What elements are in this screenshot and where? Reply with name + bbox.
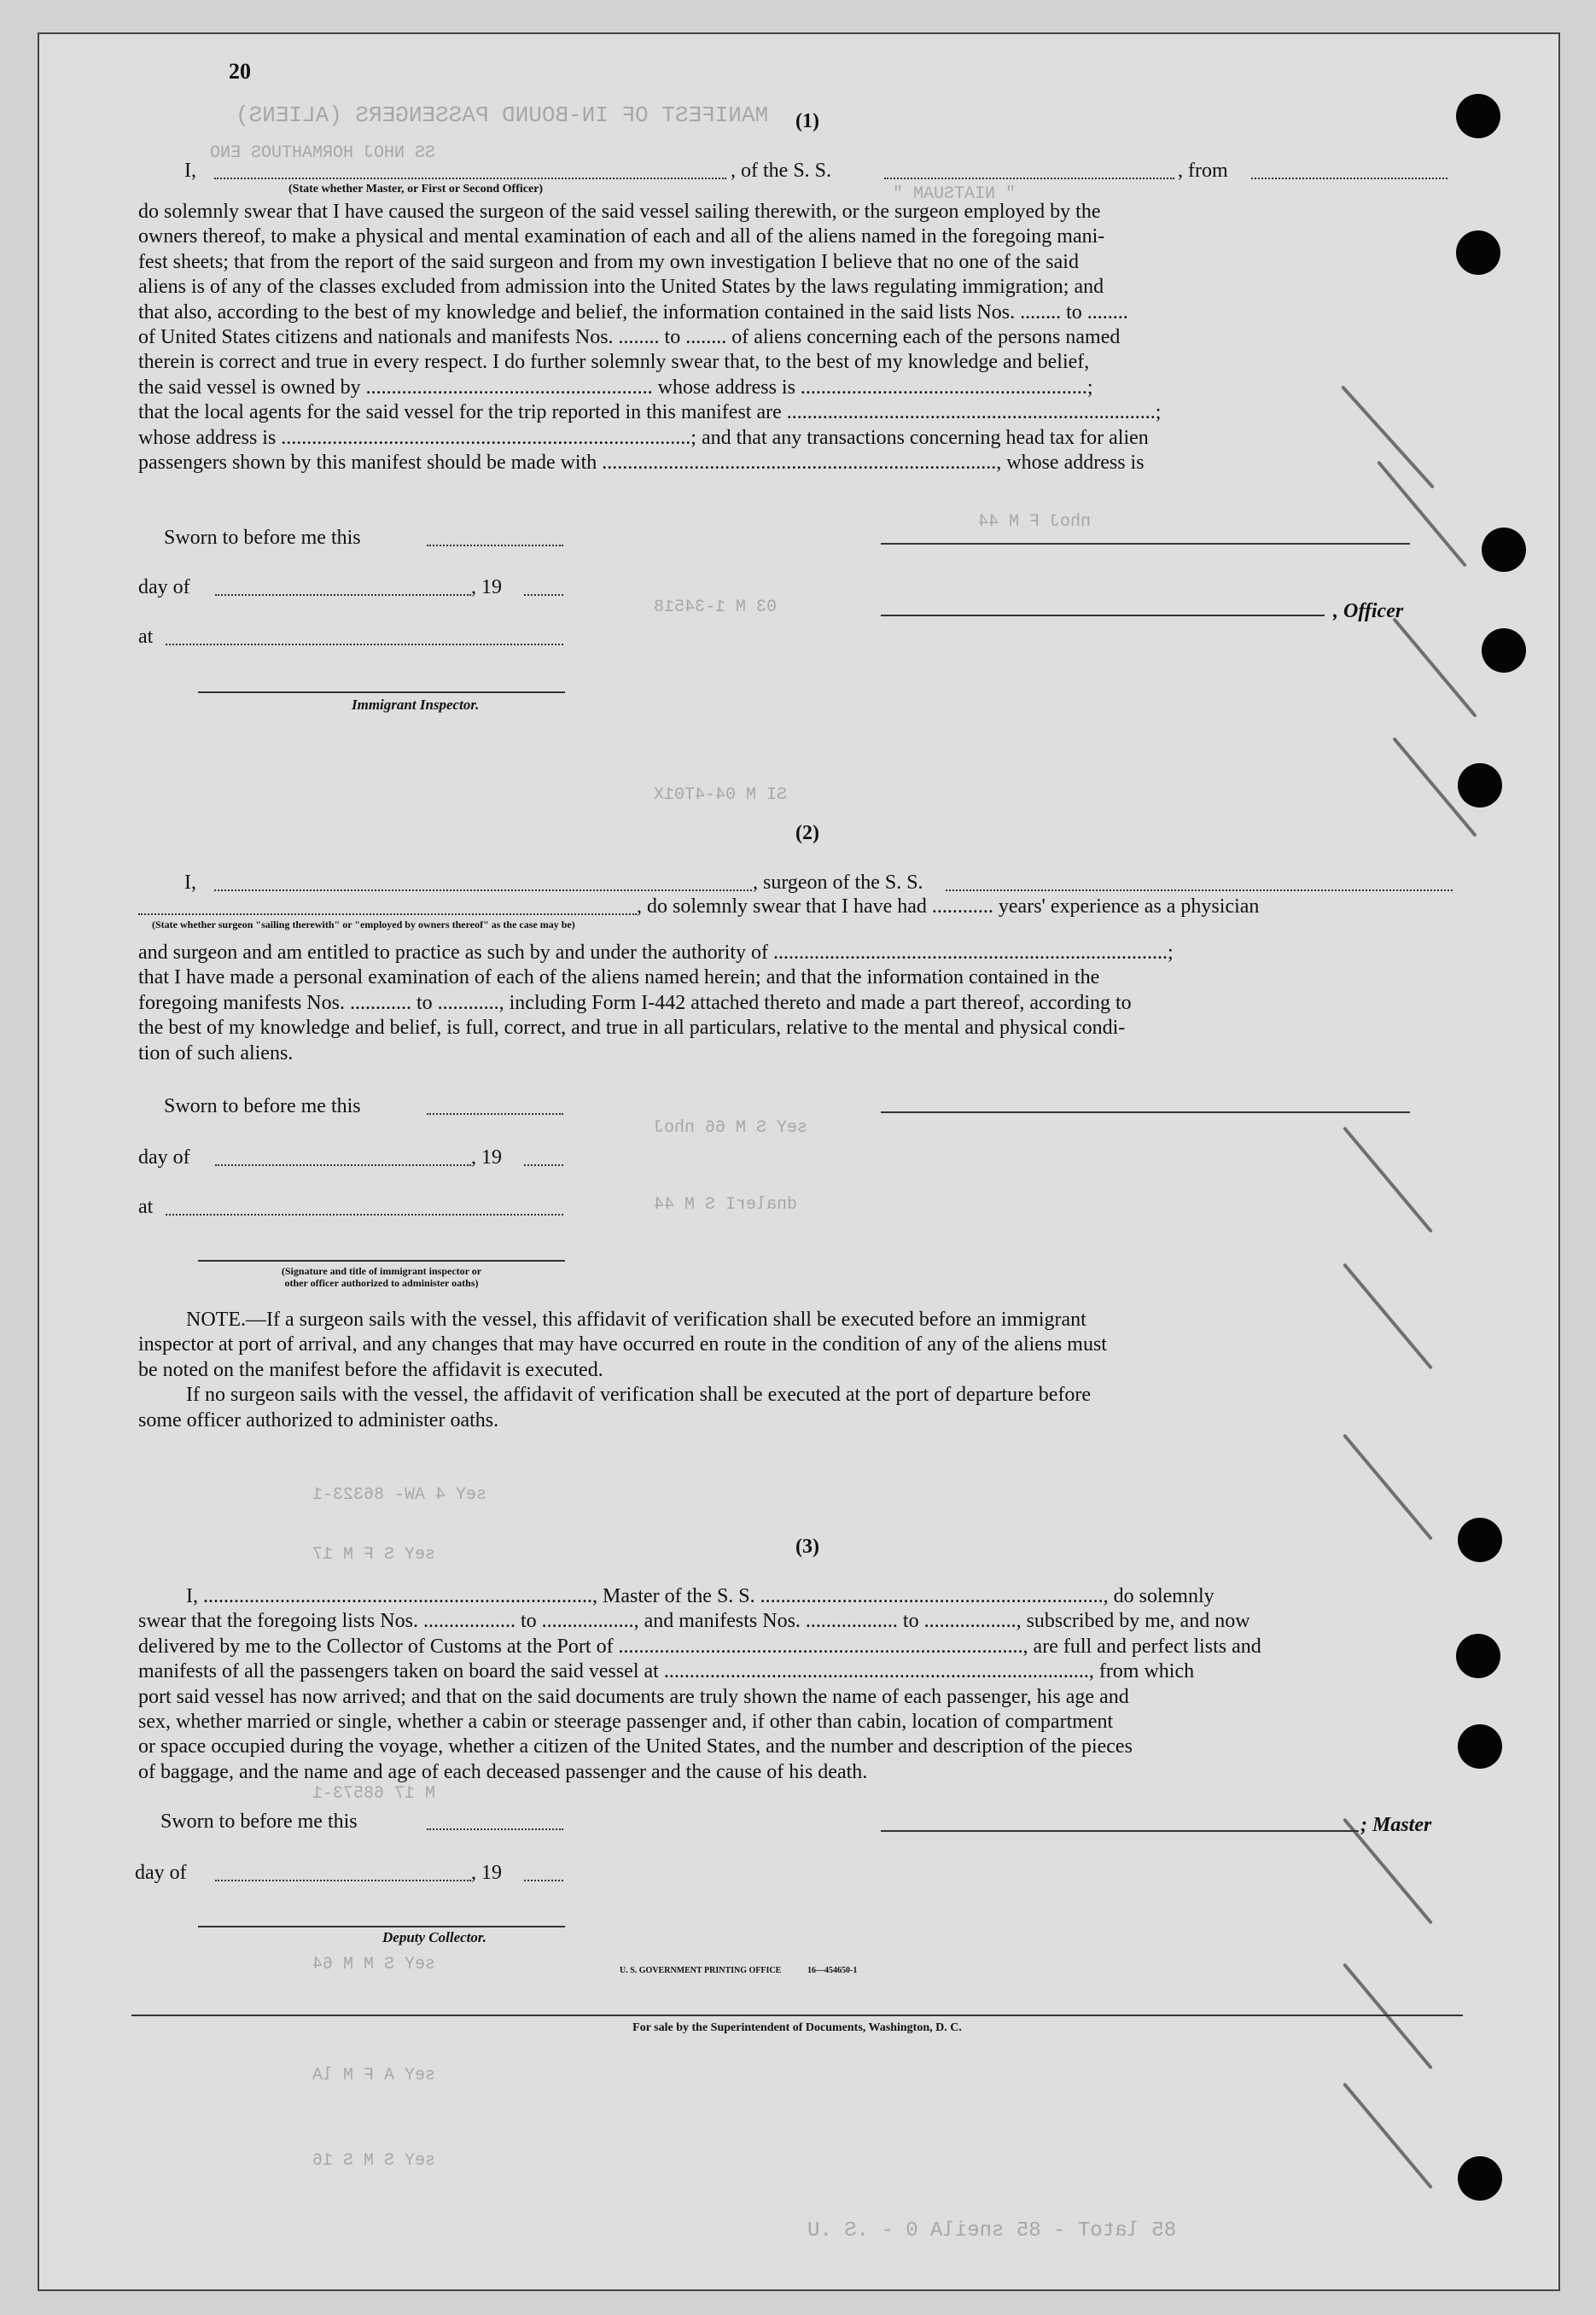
paragraph-line: inspector at port of arrival, and any changes that may have occurred en route in the condition of any of the aliens must: [138, 1333, 1107, 1356]
oath-1-paragraph: [138, 200, 1453, 475]
day-blank-1: [215, 594, 471, 596]
bleedthrough-text: MANIFEST OF IN-BOUND PASSENGERS (ALIENS): [236, 102, 769, 128]
bleedthrough-text: nhoJ F M 44: [978, 512, 1092, 532]
section-1-heading: (1): [795, 110, 819, 132]
caption-signature-2: other officer authorized to administer oaths): [284, 1277, 479, 1289]
oath-3-paragraph: [138, 1584, 1453, 1785]
paragraph-line: of baggage, and the name and age of each deceased passenger and the cause of his death.: [138, 1760, 868, 1783]
master-label: ; Master: [1360, 1814, 1432, 1836]
oath-1-vessel-label: , of the S. S.: [731, 160, 832, 182]
at-blank-2: [166, 1214, 563, 1216]
year-label-1: , 19: [471, 576, 502, 598]
for-sale-label: For sale by the Superintendent of Documents, Washington, D. C.: [632, 2021, 962, 2034]
paragraph-line: port said vessel has now arrived; and that on the said documents are truly shown the name of each passenger, his age and: [138, 1685, 1129, 1708]
punch-hole: [1456, 94, 1500, 138]
sworn-blank-1: [427, 545, 563, 546]
inspector-signature-line-2: [198, 1260, 565, 1262]
bleedthrough-text: seY A F M lA: [312, 2066, 436, 2085]
surgeon-vessel-blank: [946, 889, 1453, 891]
punch-hole: [1456, 1634, 1500, 1678]
check-mark: [1343, 1962, 1433, 2069]
year-blank-1: [524, 594, 563, 596]
at-label-1: at: [138, 626, 154, 648]
bleedthrough-text: seY S M M 64: [312, 1955, 436, 1974]
paragraph-line: whose address is ................................................................................; and that any transactions concerning head tax for alien: [138, 426, 1149, 449]
punch-hole: [1482, 628, 1526, 673]
punch-hole: [1458, 2156, 1502, 2201]
check-mark: [1343, 1126, 1433, 1233]
paragraph-line: aliens is of any of the classes excluded from admission into the United States by the laws regulating immigration; and: [138, 276, 1104, 299]
caption-officer: (State whether Master, or First or Second Officer): [288, 183, 544, 195]
day-of-label-1: day of: [138, 576, 190, 598]
punch-hole: [1458, 1724, 1502, 1769]
paragraph-line: and surgeon and am entitled to practice as such by and under the authority of .............................................................................;: [138, 942, 1174, 964]
day-of-label-3: day of: [135, 1862, 187, 1884]
vessel-name-blank: [884, 178, 1174, 179]
inspector-signature-line: [198, 691, 565, 693]
section-2-heading: (2): [795, 822, 819, 844]
at-label-2: at: [138, 1196, 154, 1218]
paragraph-line: passengers shown by this manifest should be made with ............................................................................., whose address is: [138, 452, 1145, 475]
immigrant-inspector-label: Immigrant Inspector.: [352, 697, 480, 713]
paragraph-line: do solemnly swear that I have caused the surgeon of the said vessel sailing therewith, or the surgeon employed by the: [138, 201, 1101, 223]
punch-hole: [1482, 528, 1526, 572]
paragraph-line: manifests of all the passengers taken on board the said vessel at ..................................................................................., from which: [138, 1660, 1195, 1683]
master-signature-line: [881, 1830, 1359, 1832]
paragraph-line: swear that the foregoing lists Nos. .................. to .................., and manifests Nos. .................. to .................., subscribed by me, and now: [138, 1610, 1250, 1633]
sworn-label-3: Sworn to before me this: [160, 1811, 358, 1833]
manifest-page: [38, 32, 1560, 2291]
bleedthrough-text: seY S F M 17: [312, 1545, 436, 1565]
day-blank-3: [215, 1880, 471, 1881]
paragraph-line: of United States citizens and nationals and manifests Nos. ........ to ........ of aliens concerning each of the persons named: [138, 326, 1121, 349]
paragraph-line: some officer authorized to administer oaths.: [138, 1408, 499, 1432]
paragraph-line: be noted on the manifest before the affidavit is executed.: [138, 1358, 603, 1381]
check-mark: [1343, 2082, 1433, 2189]
paragraph-line: sex, whether married or single, whether a cabin or steerage passenger and, if other than cabin, location of compartment: [138, 1711, 1114, 1734]
officer-name-blank: [214, 178, 726, 179]
check-mark: [1343, 1433, 1433, 1540]
year-blank-3: [524, 1880, 563, 1881]
oath-2-line2: , do solemnly swear that I have had ............ years' experience as a physician: [637, 895, 1260, 918]
page-number: 20: [229, 59, 251, 84]
footer-rule: [131, 2015, 1463, 2016]
caption-surgeon: (State whether surgeon "sailing therewith" or "employed by owners thereof" as the case may be): [152, 918, 575, 930]
year-label-3: , 19: [471, 1862, 502, 1884]
bleedthrough-text: 03 M 1-34518: [654, 598, 778, 617]
at-blank-1: [166, 644, 563, 645]
oath-1-prefix: I,: [184, 160, 196, 182]
sworn-label-2: Sworn to before me this: [164, 1095, 361, 1117]
port-from-blank: [1251, 178, 1447, 179]
year-label-2: , 19: [471, 1146, 502, 1169]
bleedthrough-text: seY 4 AW- 86323-1: [312, 1485, 487, 1505]
day-of-label-2: day of: [138, 1146, 190, 1169]
bleedthrough-text: SS NHOJ HORMAHTUOS ENO: [210, 143, 436, 163]
bleedthrough-text: 85 latoT - 85 sneilA 0 - .S .U: [807, 2219, 1177, 2242]
paragraph-line: fest sheets; that from the report of the said surgeon and from my own investigation I believe that no one of the said: [138, 250, 1079, 273]
collector-signature-line: [198, 1926, 565, 1927]
paragraph-line: that also, according to the best of my knowledge and belief, the information contained in the said lists Nos. ........ to ........: [138, 300, 1128, 324]
day-blank-2: [215, 1164, 471, 1166]
surgeon-line2-blank: [138, 913, 637, 915]
paragraph-line: therein is correct and true in every respect. I do further solemnly swear that, to the best of my knowledge and belief,: [138, 351, 1090, 374]
year-blank-2: [524, 1164, 563, 1166]
oath-2-surgeon-label: , surgeon of the S. S.: [753, 872, 923, 894]
oath-2-prefix: I,: [184, 872, 196, 894]
section-3-heading: (3): [795, 1536, 819, 1558]
bleedthrough-text: M 17 68573-1: [312, 1784, 436, 1804]
paragraph-line: I, ............................................................................, Master of the S. S. ..................................................................., do solemnly: [186, 1585, 1214, 1607]
sworn-blank-3: [427, 1828, 563, 1830]
printing-office-label: U. S. GOVERNMENT PRINTING OFFICE: [620, 1966, 782, 1975]
bleedthrough-text: seY S M S 16: [312, 2151, 436, 2171]
punch-hole: [1458, 763, 1502, 808]
paragraph-line: If no surgeon sails with the vessel, the affidavit of verification shall be executed at the port of departure before: [186, 1384, 1092, 1407]
officer-label: , Officer: [1333, 600, 1404, 622]
paragraph-line: or space occupied during the voyage, whether a citizen of the United States, and the number and description of the pieces: [138, 1735, 1133, 1758]
paragraph-line: delivered by me to the Collector of Customs at the Port of ..............................................................................., are full and perfect lists and: [138, 1635, 1261, 1658]
sworn-blank-2: [427, 1113, 563, 1115]
caption-signature-1: (Signature and title of immigrant inspector or: [281, 1265, 482, 1277]
bleedthrough-text: dnalerI S M 44: [654, 1195, 798, 1215]
deputy-collector-label: Deputy Collector.: [382, 1929, 486, 1945]
paragraph-line: the best of my knowledge and belief, is full, correct, and true in all particulars, relative to the mental and physical condi-: [138, 1017, 1126, 1040]
paragraph-line: foregoing manifests Nos. ............ to ............, including Form I-442 attached thereto and made a part thereof, according to: [138, 991, 1132, 1014]
officer-signature-line-top: [881, 543, 1410, 545]
punch-hole: [1458, 1518, 1502, 1562]
paragraph-line: the said vessel is owned by ........................................................ whose address is ........................................................;: [138, 376, 1093, 399]
surgeon-name-blank: [214, 889, 752, 891]
bleedthrough-text: SI M 04-4T01X: [654, 785, 788, 805]
paragraph-line: NOTE.—If a surgeon sails with the vessel, this affidavit of verification shall be executed before an immigrant: [186, 1309, 1086, 1331]
oath-1-from-label: , from: [1178, 160, 1228, 182]
paragraph-line: that the local agents for the said vessel for the trip reported in this manifest are ........................................................................;: [138, 401, 1162, 424]
oath-2-paragraph: [138, 941, 1453, 1066]
bleedthrough-text: seY S M 66 nhoJ: [654, 1118, 808, 1138]
bleedthrough-text: " NIATSUAM ": [893, 184, 1016, 204]
punch-hole: [1456, 230, 1500, 275]
officer-signature-line: [881, 615, 1325, 616]
paragraph-line: that I have made a personal examination of each of the aliens named herein; and that the information contained in the: [138, 966, 1100, 989]
paragraph-line: tion of such aliens.: [138, 1041, 294, 1064]
paragraph-line: owners thereof, to make a physical and mental examination of each and all of the aliens named in the foregoing mani-: [138, 225, 1105, 248]
surgeon-signature-line: [881, 1111, 1410, 1113]
sworn-label-1: Sworn to before me this: [164, 527, 361, 549]
print-code-label: 16—454650-1: [807, 1966, 858, 1975]
note-paragraph: [138, 1308, 1453, 1433]
check-mark: [1392, 617, 1477, 717]
